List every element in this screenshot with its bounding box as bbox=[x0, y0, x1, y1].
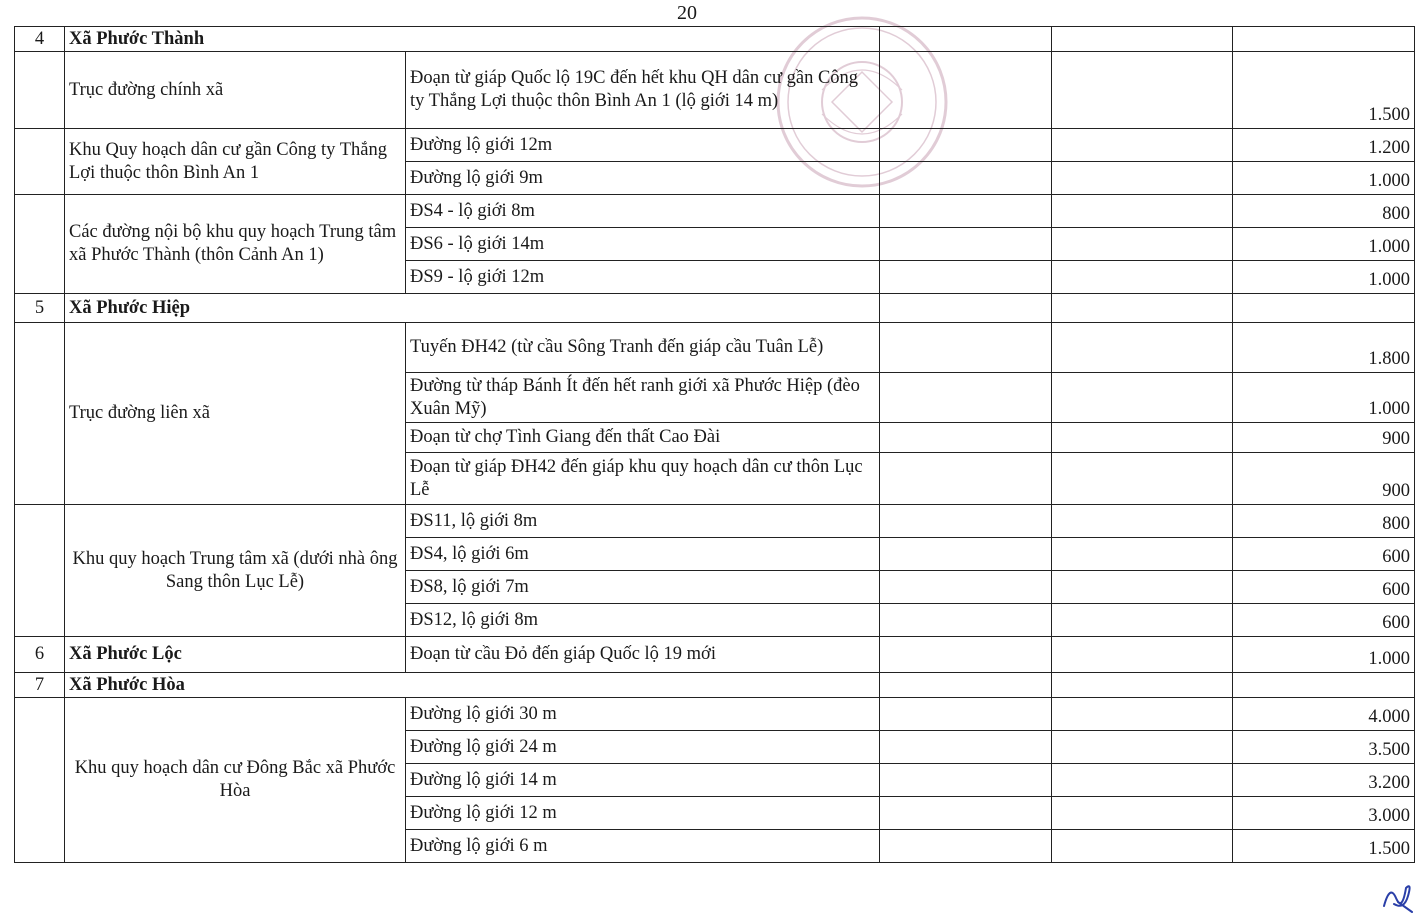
price-value: 1.500 bbox=[1233, 830, 1415, 863]
segment-description: Đường lộ giới 6 m bbox=[406, 830, 880, 863]
segment-description: Đường lộ giới 24 m bbox=[406, 731, 880, 764]
price-value: 3.000 bbox=[1233, 797, 1415, 830]
route-group-name: Khu quy hoạch dân cư Đông Bắc xã Phước Hòa bbox=[65, 698, 406, 863]
commune-name: Xã Phước Hòa bbox=[65, 673, 880, 698]
segment-description: ĐS12, lộ giới 8m bbox=[406, 604, 880, 637]
table-row bbox=[15, 195, 1415, 228]
segment-description: ĐS9 - lộ giới 12m bbox=[406, 261, 880, 294]
table-row bbox=[15, 52, 1415, 129]
segment-description: Đường lộ giới 9m bbox=[406, 162, 880, 195]
segment-description: Tuyến ĐH42 (từ cầu Sông Tranh đến giáp cầu Tuân Lễ) bbox=[406, 323, 880, 373]
land-price-table bbox=[14, 26, 1415, 863]
price-value: 1.000 bbox=[1233, 162, 1415, 195]
segment-description: ĐS4, lộ giới 6m bbox=[406, 538, 880, 571]
price-value: 900 bbox=[1233, 423, 1415, 453]
signature-mark bbox=[1378, 876, 1418, 916]
price-value: 1.500 bbox=[1233, 52, 1415, 129]
segment-description: ĐS8, lộ giới 7m bbox=[406, 571, 880, 604]
price-value: 800 bbox=[1233, 195, 1415, 228]
row-number: 4 bbox=[15, 27, 65, 52]
commune-name: Xã Phước Hiệp bbox=[65, 294, 880, 323]
segment-description: Đoạn từ chợ Tình Giang đến thất Cao Đài bbox=[406, 423, 880, 453]
price-value: 1.000 bbox=[1233, 228, 1415, 261]
segment-description: ĐS6 - lộ giới 14m bbox=[406, 228, 880, 261]
price-value: 1.800 bbox=[1233, 323, 1415, 373]
route-group-name: Trục đường chính xã bbox=[65, 52, 406, 129]
price-value: 1.000 bbox=[1233, 261, 1415, 294]
segment-description: ĐS4 - lộ giới 8m bbox=[406, 195, 880, 228]
commune-name: Xã Phước Thành bbox=[65, 27, 880, 52]
segment-description: Đường lộ giới 30 m bbox=[406, 698, 880, 731]
route-group-name: Các đường nội bộ khu quy hoạch Trung tâm xã Phước Thành (thôn Cảnh An 1) bbox=[65, 195, 406, 294]
price-value: 3.500 bbox=[1233, 731, 1415, 764]
row-number: 5 bbox=[15, 294, 65, 323]
commune-name: Xã Phước Lộc bbox=[65, 637, 406, 673]
row-number: 7 bbox=[15, 673, 65, 698]
segment-description: Đường lộ giới 14 m bbox=[406, 764, 880, 797]
commune-row bbox=[15, 673, 1415, 698]
table-row bbox=[15, 698, 1415, 731]
commune-row bbox=[15, 27, 1415, 52]
table-row bbox=[15, 129, 1415, 162]
price-value: 600 bbox=[1233, 604, 1415, 637]
page-number: 20 bbox=[677, 2, 697, 24]
route-group-name: Khu quy hoạch Trung tâm xã (dưới nhà ông Sang thôn Lục Lễ) bbox=[65, 505, 406, 637]
route-group-name: Khu Quy hoạch dân cư gần Công ty Thắng Lợi thuộc thôn Bình An 1 bbox=[65, 129, 406, 195]
segment-description: Đoạn từ giáp Quốc lộ 19C đến hết khu QH dân cư gần Công ty Thắng Lợi thuộc thôn Bình An 1 (lộ giới 14 m) bbox=[406, 52, 880, 129]
price-value: 4.000 bbox=[1233, 698, 1415, 731]
price-value: 600 bbox=[1233, 571, 1415, 604]
price-value: 1.000 bbox=[1233, 373, 1415, 423]
commune-row bbox=[15, 637, 1415, 673]
table-row bbox=[15, 323, 1415, 373]
price-value: 600 bbox=[1233, 538, 1415, 571]
commune-row bbox=[15, 294, 1415, 323]
segment-description: ĐS11, lộ giới 8m bbox=[406, 505, 880, 538]
segment-description: Đường từ tháp Bánh Ít đến hết ranh giới xã Phước Hiệp (đèo Xuân Mỹ) bbox=[406, 373, 880, 423]
price-value: 1.000 bbox=[1233, 637, 1415, 673]
row-number: 6 bbox=[15, 637, 65, 673]
segment-description: Đường lộ giới 12 m bbox=[406, 797, 880, 830]
segment-description: Đoạn từ giáp ĐH42 đến giáp khu quy hoạch dân cư thôn Lục Lễ bbox=[406, 453, 880, 505]
segment-description: Đoạn từ cầu Đỏ đến giáp Quốc lộ 19 mới bbox=[406, 637, 880, 673]
price-value: 3.200 bbox=[1233, 764, 1415, 797]
segment-description: Đường lộ giới 12m bbox=[406, 129, 880, 162]
price-value: 800 bbox=[1233, 505, 1415, 538]
table-row bbox=[15, 505, 1415, 538]
price-value: 900 bbox=[1233, 453, 1415, 505]
route-group-name: Trục đường liên xã bbox=[65, 323, 406, 505]
price-value: 1.200 bbox=[1233, 129, 1415, 162]
